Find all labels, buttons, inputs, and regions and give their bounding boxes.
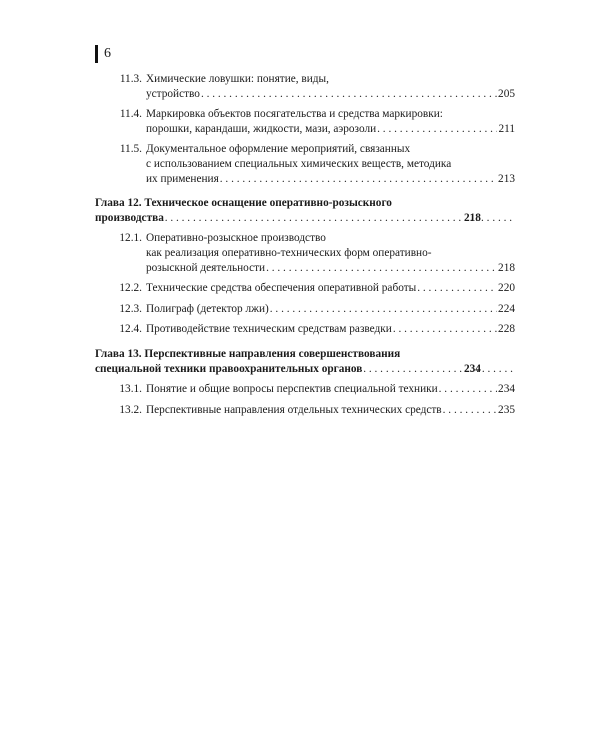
entry-title-line: Химические ловушки: понятие, виды, xyxy=(146,73,329,85)
entry-title-line: Маркировка объектов посягательства и средства маркировки: xyxy=(146,108,443,121)
dot-leader xyxy=(363,362,514,377)
section-number: 12.4. xyxy=(119,323,142,336)
entry-title-line: розыскной деятельности xyxy=(146,261,266,274)
page-header xyxy=(95,44,111,64)
entry-title-line: Оперативно-розыскное производство xyxy=(146,232,326,245)
entry-title-line: Документальное оформление мероприятий, связанных xyxy=(146,143,411,156)
section-number: 11.3. xyxy=(119,73,142,85)
section-number: 13.1. xyxy=(119,383,142,396)
entry-title-line: Перспективные направления отдельных технических средств xyxy=(146,403,442,416)
entry-title-line: порошки, карандаши, жидкости, мази, аэрозоли xyxy=(146,122,377,135)
entry-title-line: как реализация оперативно-технических форм оперативно- xyxy=(146,246,432,259)
section-number: 11.4. xyxy=(119,108,142,121)
dot-leader xyxy=(266,261,497,276)
section-number: 12.1. xyxy=(119,232,142,245)
chapter-title-line: специальной техники правоохранительных органов xyxy=(95,362,363,375)
toc-chapter-12[interactable]: Глава 12. Техническое оснащение оперативно-розыскного производства . . . 218 xyxy=(95,196,515,225)
page-ref: 234 xyxy=(498,383,515,396)
toc-entry-11-3[interactable] xyxy=(95,72,515,101)
entry-title-line: с использованием специальных химических веществ, методика xyxy=(146,157,452,170)
dot-leader xyxy=(201,87,497,102)
page-ref: 211 xyxy=(498,122,515,135)
page-ref: 205 xyxy=(498,87,515,100)
table-of-contents xyxy=(95,72,515,423)
toc-entry-11-5[interactable] xyxy=(95,142,515,186)
dot-leader xyxy=(443,403,497,418)
entry-title-line: устройство xyxy=(146,87,200,100)
toc-entry-12-1[interactable] xyxy=(95,231,515,275)
toc-entry-13-2[interactable] xyxy=(95,403,515,418)
dot-leader xyxy=(439,382,497,397)
header-bar xyxy=(95,45,98,63)
toc-entry-13-1[interactable] xyxy=(95,382,515,397)
toc-entry-12-4[interactable] xyxy=(95,322,515,337)
page-number: 6 xyxy=(104,46,111,61)
section-number: 11.5. xyxy=(119,143,142,156)
entry-title-line: Противодействие техническим средствам разведки xyxy=(146,323,392,336)
page-ref: 228 xyxy=(498,323,515,336)
dot-leader xyxy=(220,172,497,187)
dot-leader xyxy=(417,281,497,296)
chapter-title-line: производства xyxy=(95,211,164,224)
entry-title-line: Технические средства обеспечения оперативной работы xyxy=(146,282,417,295)
section-number: 12.3. xyxy=(119,302,142,315)
page-ref: 235 xyxy=(498,403,515,416)
toc-chapter-13[interactable]: Глава 13. Перспективные направления совершенствования специальной техники правоохранительных органов . . . 234 xyxy=(95,347,515,376)
section-number: 12.2. xyxy=(119,282,142,295)
dot-leader xyxy=(377,122,497,137)
toc-entry-12-2[interactable] xyxy=(95,281,515,296)
dot-leader xyxy=(393,322,497,337)
dot-leader xyxy=(165,211,514,226)
entry-title-line: Понятие и общие вопросы перспектив специальной техники xyxy=(146,383,438,396)
page-ref: 224 xyxy=(498,302,515,315)
chapter-title-line: Глава 12. Техническое оснащение оперативно-розыскного xyxy=(95,197,392,210)
section-number: 13.2. xyxy=(119,403,142,416)
entry-title-line: Полиграф (детектор лжи) xyxy=(146,302,269,315)
entry-title-line: их применения xyxy=(146,172,219,185)
page-ref: 218 xyxy=(498,261,515,274)
toc-entry-11-4[interactable] xyxy=(95,107,515,136)
dot-leader xyxy=(270,302,497,317)
page-ref: 213 xyxy=(498,172,515,185)
chapter-title-line: Глава 13. Перспективные направления совершенствования xyxy=(95,347,401,360)
toc-entry-12-3[interactable] xyxy=(95,302,515,317)
page-ref: 220 xyxy=(498,282,515,295)
